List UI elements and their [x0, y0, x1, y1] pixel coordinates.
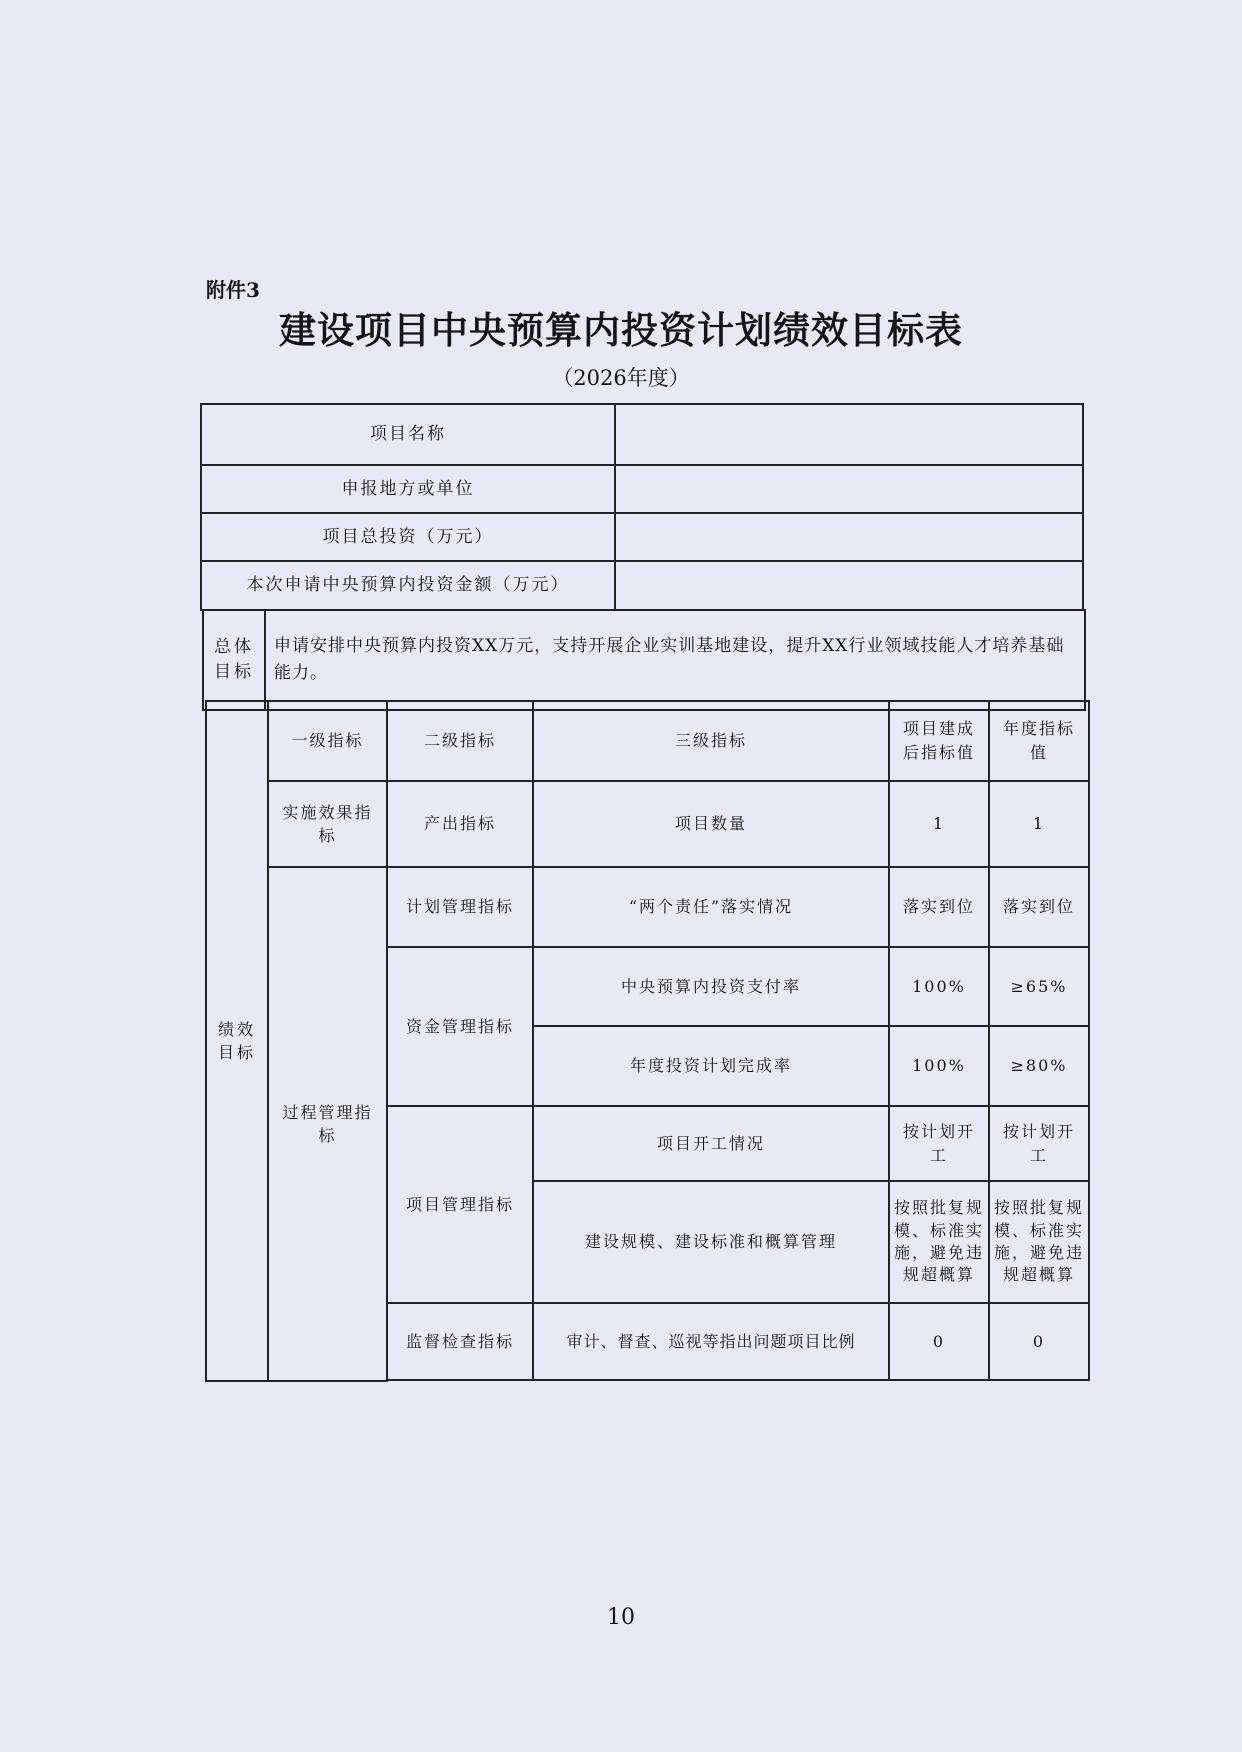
header-level2: 二级指标 — [387, 701, 533, 781]
header-after-value: 项目建成后指标值 — [889, 701, 989, 781]
table-row — [203, 610, 1085, 710]
total-investment-value — [615, 513, 1083, 561]
level2-output: 产出指标 — [387, 781, 533, 867]
level3-cell: 中央预算内投资支付率 — [533, 947, 889, 1026]
project-info-table — [200, 403, 1084, 611]
after-value-cell: 落实到位 — [889, 867, 989, 947]
group-effect: 实施效果指标 — [268, 781, 387, 867]
level3-cell: 项目开工情况 — [533, 1106, 889, 1181]
annual-value-cell: ≥65% — [989, 947, 1089, 1026]
table-row — [201, 404, 1083, 465]
after-value-cell: 100% — [889, 1026, 989, 1106]
year-subtitle: （2026年度） — [552, 366, 690, 390]
applicant-value — [615, 465, 1083, 513]
page-number: 10 — [607, 1605, 635, 1630]
level3-cell: 项目数量 — [533, 781, 889, 867]
header-level1: 一级指标 — [268, 701, 387, 781]
table-row — [201, 513, 1083, 561]
applicant-label: 申报地方或单位 — [201, 465, 615, 513]
level3-cell: 建设规模、建设标准和概算管理 — [533, 1181, 889, 1303]
central-investment-value — [615, 561, 1083, 610]
after-value-cell: 100% — [889, 947, 989, 1026]
project-name-label: 项目名称 — [201, 404, 615, 465]
level2-project: 项目管理指标 — [387, 1106, 533, 1303]
total-investment-label: 项目总投资（万元） — [201, 513, 615, 561]
table-row — [206, 781, 1089, 867]
overall-goal-table — [202, 609, 1086, 711]
header-level3: 三级指标 — [533, 701, 889, 781]
page-title: 建设项目中央预算内投资计划绩效目标表 — [279, 308, 963, 352]
table-row — [201, 465, 1083, 513]
level2-supervision: 监督检查指标 — [387, 1303, 533, 1380]
annual-value-cell: 按计划开工 — [989, 1106, 1089, 1181]
after-value-cell: 0 — [889, 1303, 989, 1380]
after-value-cell: 1 — [889, 781, 989, 867]
annual-value-cell: 0 — [989, 1303, 1089, 1380]
attachment-label: 附件3 — [206, 278, 260, 302]
table-row — [201, 561, 1083, 610]
level3-cell: 年度投资计划完成率 — [533, 1026, 889, 1106]
group-process: 过程管理指标 — [268, 867, 387, 1381]
annual-value-cell: 1 — [989, 781, 1089, 867]
level2-plan: 计划管理指标 — [387, 867, 533, 947]
level3-cell: “两个责任”落实情况 — [533, 867, 889, 947]
project-name-value — [615, 404, 1083, 465]
level2-funds: 资金管理指标 — [387, 947, 533, 1106]
header-annual-value: 年度指标值 — [989, 701, 1089, 781]
table-row — [206, 867, 1089, 947]
annual-value-cell: ≥80% — [989, 1026, 1089, 1106]
after-value-cell: 按照批复规模、标准实施，避免违规超概算 — [889, 1181, 989, 1303]
after-value-cell: 按计划开工 — [889, 1106, 989, 1181]
performance-goal-label: 绩效目标 — [206, 701, 268, 1381]
level3-cell: 审计、督查、巡视等指出问题项目比例 — [533, 1303, 889, 1380]
central-investment-label: 本次申请中央预算内投资金额（万元） — [201, 561, 615, 610]
performance-table — [205, 700, 1089, 1382]
table-row — [206, 701, 1089, 781]
overall-goal-label: 总体目标 — [203, 610, 265, 710]
annual-value-cell: 落实到位 — [989, 867, 1089, 947]
annual-value-cell: 按照批复规模、标准实施，避免违规超概算 — [989, 1181, 1089, 1303]
overall-goal-text: 申请安排中央预算内投资XX万元，支持开展企业实训基地建设，提升XX行业领域技能人才培养基础能力。 — [265, 610, 1085, 710]
